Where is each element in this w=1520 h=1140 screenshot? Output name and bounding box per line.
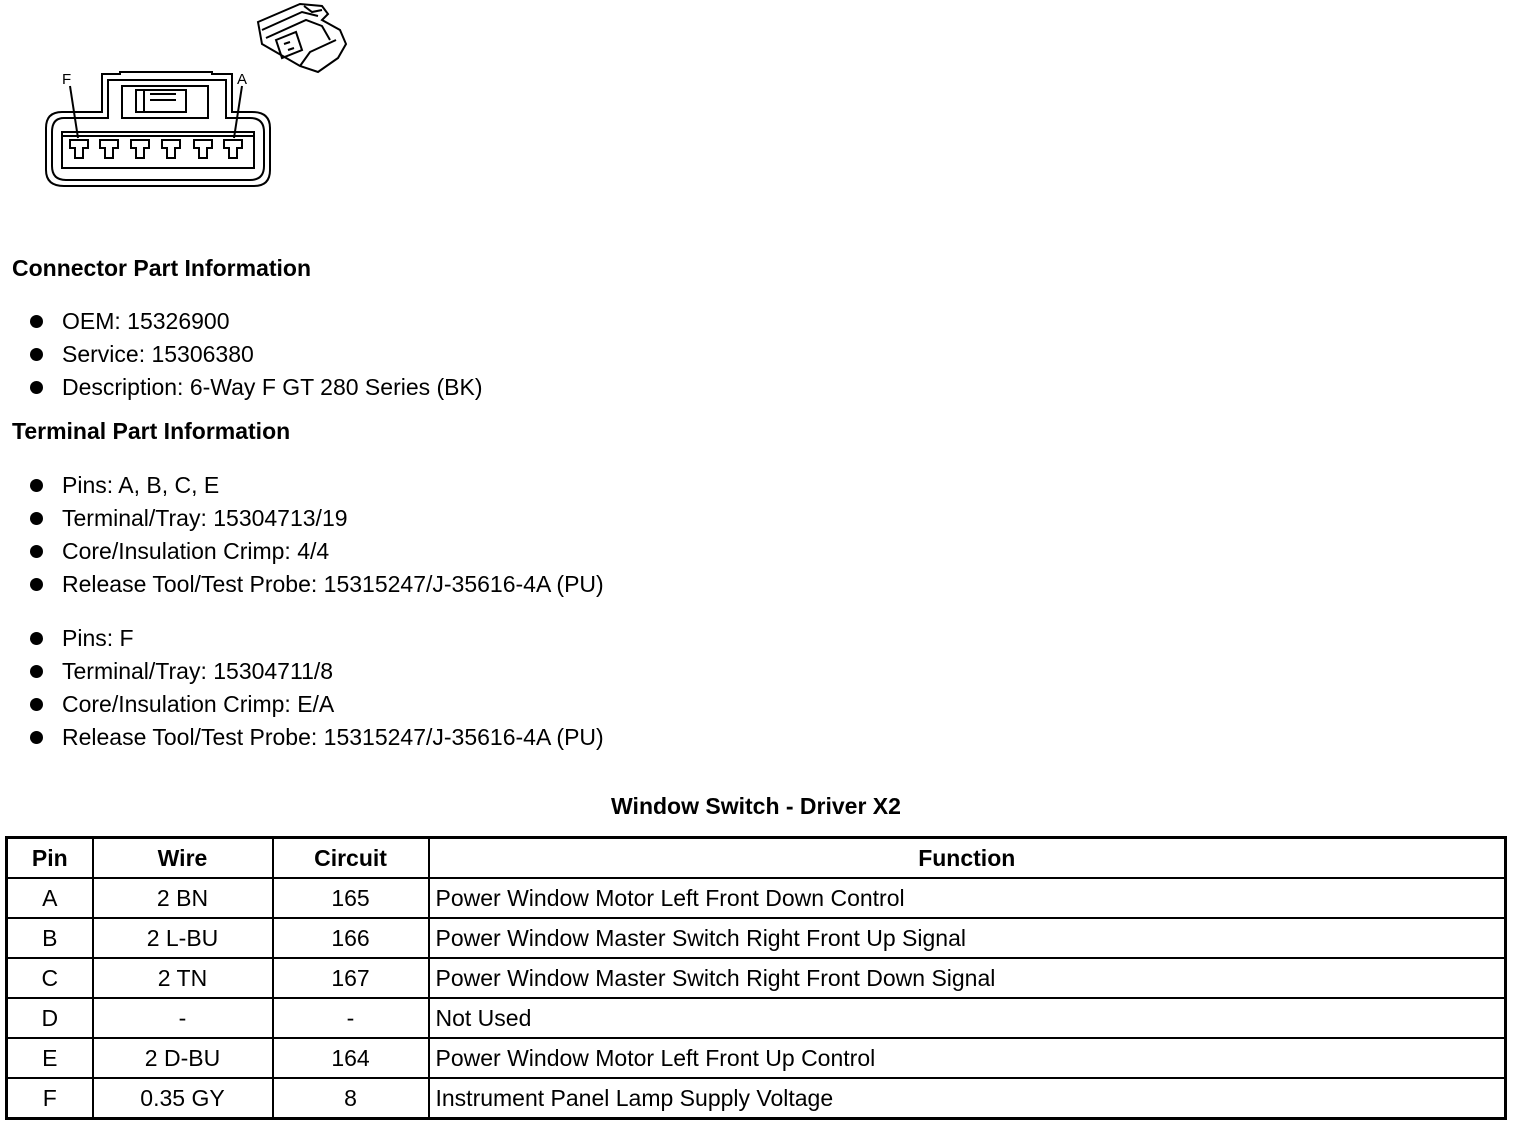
header-wire: Wire (93, 838, 273, 879)
table-row (7, 918, 1506, 958)
header-circuit: Circuit (273, 838, 429, 879)
cell-circuit: 167 (273, 958, 429, 998)
cavity-e (100, 140, 118, 158)
list-item (28, 502, 604, 535)
pin-table (5, 836, 1507, 1120)
header-function: Function (429, 838, 1506, 879)
cell-circuit: - (273, 998, 429, 1038)
cell-circuit: 8 (273, 1078, 429, 1119)
bullet-icon (30, 479, 43, 492)
list-item-text: OEM: 15326900 (62, 308, 230, 334)
terminal-part-info-title: Terminal Part Information (12, 418, 291, 444)
cell-function: Not Used (429, 998, 1506, 1038)
bullet-icon (30, 698, 43, 711)
cell-function: Power Window Master Switch Right Front Up Signal (429, 918, 1506, 958)
pin-label-a: A (237, 71, 248, 88)
pin-table-title: Window Switch - Driver X2 (611, 793, 901, 819)
list-item-text: Release Tool/Test Probe: 15315247/J-35616-4A (PU) (62, 724, 604, 750)
cell-pin: A (7, 878, 93, 918)
table-row (7, 1038, 1506, 1078)
table-row (7, 998, 1506, 1038)
terminal-group-1-list (28, 469, 604, 601)
cell-wire: 0.35 GY (93, 1078, 273, 1119)
list-item-text: Terminal/Tray: 15304711/8 (62, 658, 334, 684)
cell-circuit: 166 (273, 918, 429, 958)
list-item-text: Core/Insulation Crimp: 4/4 (62, 538, 330, 564)
cell-pin: E (7, 1038, 93, 1078)
table-row (7, 1078, 1506, 1119)
connector-isometric-illustration (258, 4, 346, 72)
cell-circuit: 164 (273, 1038, 429, 1078)
cell-wire: 2 L-BU (93, 918, 273, 958)
cavity-group (70, 140, 242, 158)
cell-pin: D (7, 998, 93, 1038)
list-item (28, 305, 483, 338)
bullet-icon (30, 578, 43, 591)
list-item (28, 655, 604, 688)
list-item-text: Service: 15306380 (62, 341, 254, 367)
connector-face (46, 72, 270, 186)
cell-pin: C (7, 958, 93, 998)
list-item-text: Core/Insulation Crimp: E/A (62, 691, 335, 717)
table-header-row (7, 838, 1506, 879)
list-item-text: Pins: A, B, C, E (62, 472, 220, 498)
cell-wire: - (93, 998, 273, 1038)
bullet-icon (30, 348, 43, 361)
cell-wire: 2 TN (93, 958, 273, 998)
list-item (28, 721, 604, 754)
cell-function: Power Window Master Switch Right Front Down Signal (429, 958, 1506, 998)
cell-function: Power Window Motor Left Front Down Control (429, 878, 1506, 918)
list-item (28, 622, 604, 655)
cell-wire: 2 BN (93, 878, 273, 918)
bullet-icon (30, 632, 43, 645)
cell-function: Power Window Motor Left Front Up Control (429, 1038, 1506, 1078)
list-item-text: Description: 6-Way F GT 280 Series (BK) (62, 374, 483, 400)
table-row (7, 958, 1506, 998)
connector-part-info-list (28, 305, 483, 404)
cavity-c (162, 140, 180, 158)
connector-part-info-title: Connector Part Information (12, 255, 312, 281)
connector-diagram (0, 0, 380, 200)
bullet-icon (30, 381, 43, 394)
cell-function: Instrument Panel Lamp Supply Voltage (429, 1078, 1506, 1119)
cell-wire: 2 D-BU (93, 1038, 273, 1078)
list-item (28, 338, 483, 371)
list-item-text: Release Tool/Test Probe: 15315247/J-35616-4A (PU) (62, 571, 604, 597)
cell-pin: F (7, 1078, 93, 1119)
list-item-text: Pins: F (62, 625, 134, 651)
list-item (28, 568, 604, 601)
cavity-d (131, 140, 149, 158)
cell-pin: B (7, 918, 93, 958)
table-row (7, 878, 1506, 918)
bullet-icon (30, 731, 43, 744)
cavity-a (224, 140, 242, 158)
terminal-group-2-list (28, 622, 604, 754)
list-item-text: Terminal/Tray: 15304713/19 (62, 505, 348, 531)
list-item (28, 371, 483, 404)
list-item (28, 469, 604, 502)
bullet-icon (30, 545, 43, 558)
cavity-b (194, 140, 212, 158)
bullet-icon (30, 315, 43, 328)
cell-circuit: 165 (273, 878, 429, 918)
list-item (28, 688, 604, 721)
list-item (28, 535, 604, 568)
header-pin: Pin (7, 838, 93, 879)
bullet-icon (30, 665, 43, 678)
pin-label-f: F (62, 71, 72, 88)
cavity-f (70, 140, 88, 158)
bullet-icon (30, 512, 43, 525)
